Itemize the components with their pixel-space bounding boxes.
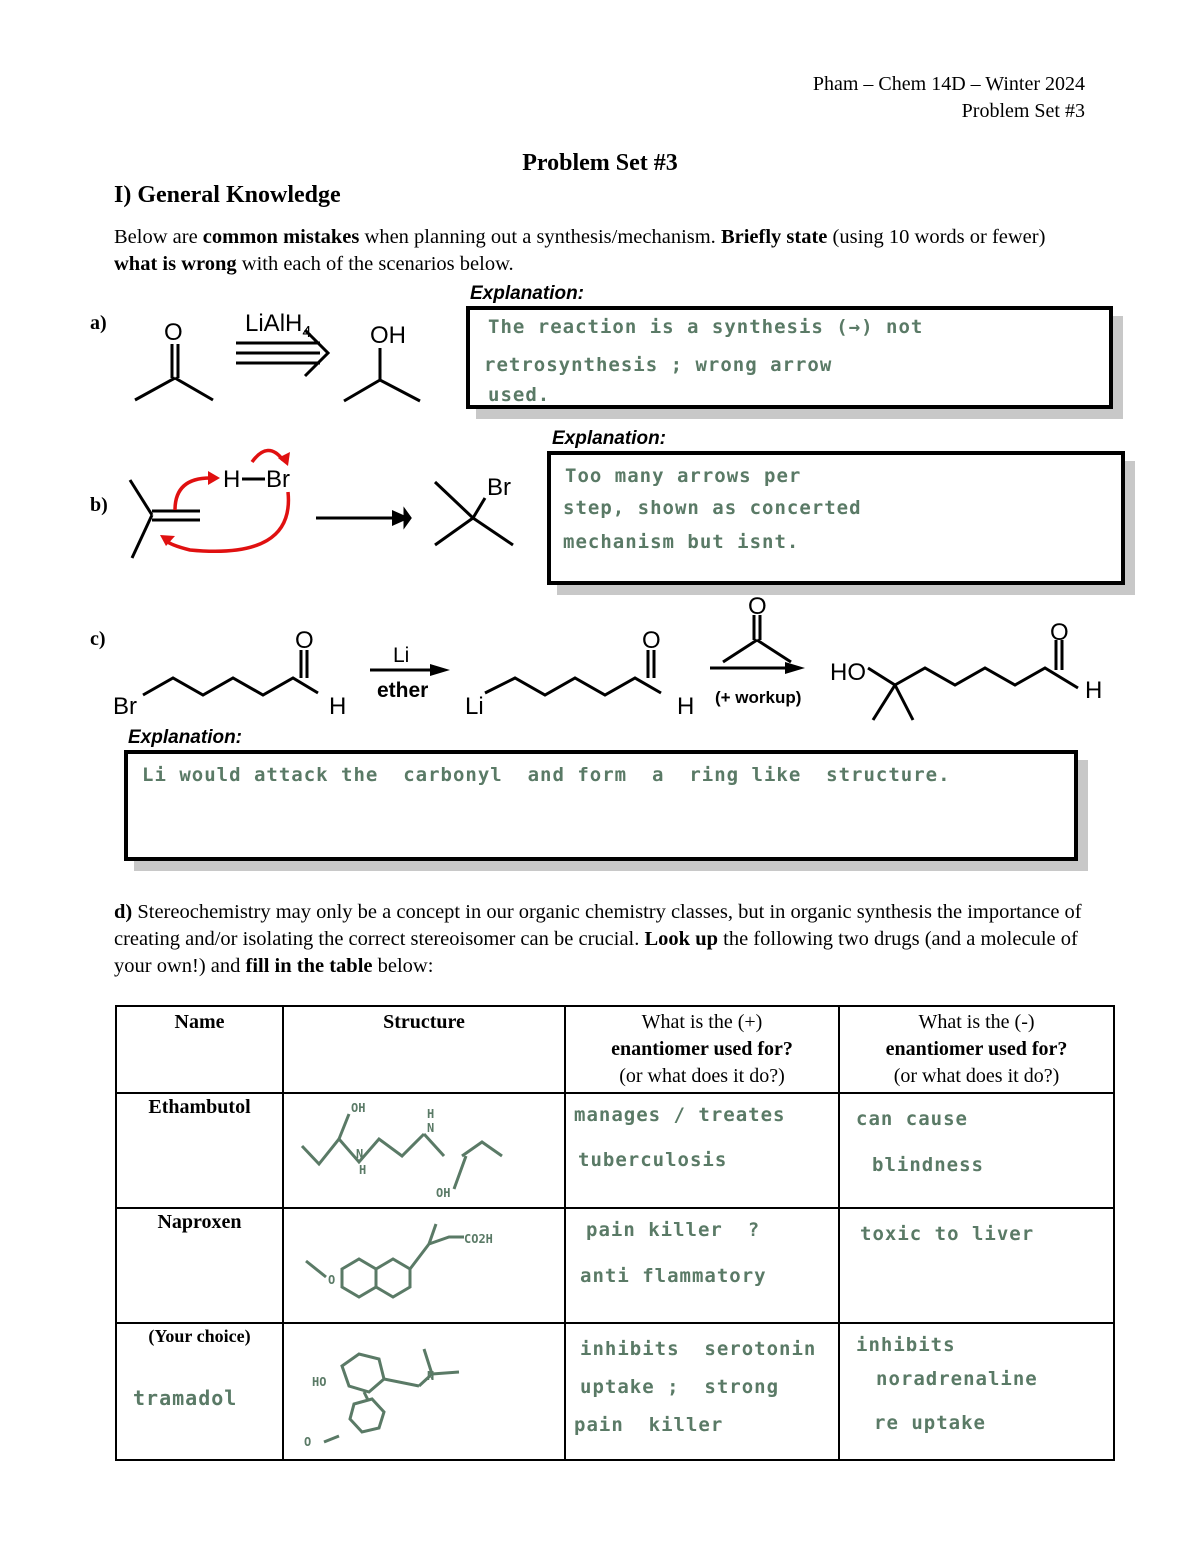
c-li-label: Li bbox=[465, 693, 484, 720]
row-name bbox=[116, 1323, 283, 1460]
answer-a-line3: used. bbox=[488, 384, 551, 406]
reagent-label bbox=[245, 310, 311, 341]
naproxen-structure bbox=[284, 1209, 562, 1317]
reagent-text: LiAlH bbox=[245, 310, 303, 337]
c-br-label: Br bbox=[113, 693, 137, 720]
header-structure-text: Structure bbox=[383, 1011, 465, 1033]
header-plus-line3: (or what does it do?) bbox=[619, 1065, 785, 1087]
reagent-li-label: Li bbox=[393, 644, 410, 667]
part-d-text: Stereochemistry may only be a concept in our organic chemistry classes, but in organic synthesis the importance of creating and/or isolating the correct stereoisomer can be crucial. bbox=[114, 901, 1082, 950]
nh1-label: H bbox=[359, 1163, 367, 1177]
intro-bold: common mistakes bbox=[202, 226, 360, 248]
hydroxyl-label: OH bbox=[370, 322, 406, 349]
answer-a-line1: The reaction is a synthesis (→) not bbox=[488, 316, 924, 338]
reagent-subscript: 4 bbox=[302, 324, 312, 341]
page-title: Problem Set #3 bbox=[522, 150, 678, 176]
c-o1-label: O bbox=[295, 627, 314, 654]
explanation-label-b: Explanation: bbox=[552, 428, 667, 449]
explanation-label-c: Explanation: bbox=[128, 727, 243, 748]
intro-paragraph bbox=[114, 224, 1089, 278]
oh2-label: OH bbox=[436, 1186, 451, 1200]
minus-use-cell[interactable] bbox=[839, 1093, 1114, 1208]
header-structure bbox=[283, 1006, 565, 1093]
plus-use-line2: uptake ; strong bbox=[580, 1376, 780, 1398]
tramadol-structure bbox=[284, 1324, 562, 1454]
plus-use-cell[interactable] bbox=[565, 1208, 839, 1323]
minus-use-cell[interactable] bbox=[839, 1208, 1114, 1323]
header-plus bbox=[565, 1006, 839, 1093]
header-minus-line2: enantiomer used for? bbox=[885, 1038, 1068, 1060]
answer-b-line2: step, shown as concerted bbox=[563, 497, 862, 519]
ethambutol-structure bbox=[284, 1094, 562, 1202]
header-name bbox=[116, 1006, 283, 1093]
header-minus-line3: (or what does it do?) bbox=[893, 1065, 1060, 1087]
header-plus-line1: What is the (+) bbox=[641, 1011, 763, 1033]
n2-label: N bbox=[427, 1121, 435, 1135]
table-row bbox=[116, 1323, 1114, 1460]
enantiomer-table bbox=[115, 1005, 1115, 1461]
hbr-h-label: H bbox=[223, 466, 241, 493]
part-b-scheme bbox=[120, 440, 530, 570]
explanation-box-b[interactable] bbox=[547, 451, 1125, 585]
o-label: O bbox=[328, 1273, 336, 1287]
plus-use-line3: pain killer bbox=[574, 1414, 724, 1436]
part-d-bold: Look up bbox=[644, 928, 719, 950]
c-h1-label: H bbox=[329, 693, 347, 720]
c-h3-label: H bbox=[1085, 677, 1103, 704]
part-c-scheme bbox=[105, 590, 1115, 730]
part-a-label: a) bbox=[90, 312, 107, 334]
intro-text: Below are bbox=[114, 226, 203, 248]
answer-b-line3: mechanism but isnt. bbox=[563, 531, 800, 553]
explanation-box-c[interactable] bbox=[124, 750, 1078, 861]
n-label: N bbox=[427, 1369, 435, 1383]
part-d-bold: fill in the table bbox=[245, 955, 373, 977]
row-name-text: (Your choice) bbox=[148, 1326, 251, 1346]
minus-use-line2: noradrenaline bbox=[876, 1368, 1038, 1390]
part-b-label: b) bbox=[90, 494, 108, 516]
nh2-label: H bbox=[427, 1107, 435, 1121]
plus-use-cell[interactable] bbox=[565, 1093, 839, 1208]
table-row bbox=[116, 1208, 1114, 1323]
workup-label: (+ workup) bbox=[715, 688, 802, 707]
minus-use-line1: inhibits bbox=[856, 1334, 956, 1356]
oh1-label: OH bbox=[351, 1101, 366, 1115]
row-name: Ethambutol bbox=[116, 1093, 283, 1208]
header-plus-line2: enantiomer used for? bbox=[611, 1038, 793, 1060]
part-d-text: below: bbox=[372, 955, 434, 977]
section-heading: I) General Knowledge bbox=[114, 182, 341, 208]
structure-cell[interactable] bbox=[283, 1208, 565, 1323]
minus-use-line1: toxic to liver bbox=[860, 1223, 1035, 1245]
explanation-label-a: Explanation: bbox=[470, 283, 585, 304]
plus-use-line2: anti flammatory bbox=[580, 1265, 767, 1287]
part-c-label: c) bbox=[90, 628, 106, 650]
c-o2-label: O bbox=[642, 627, 661, 654]
minus-use-line3: re uptake bbox=[874, 1412, 986, 1434]
part-d-label: d) bbox=[114, 901, 133, 923]
minus-use-line1: can cause bbox=[856, 1108, 968, 1130]
part-d-text: the following two drugs (and a molecule of your own!) and bbox=[114, 928, 1078, 977]
product-br-label: Br bbox=[487, 474, 511, 501]
plus-use-line1: inhibits serotonin bbox=[580, 1338, 817, 1360]
intro-text: (using 10 words or fewer) bbox=[827, 226, 1046, 248]
plus-use-cell[interactable] bbox=[565, 1323, 839, 1460]
structure-cell[interactable] bbox=[283, 1323, 565, 1460]
answer-c-line1: Li would attack the carbonyl and form a ring like structure. bbox=[142, 764, 951, 786]
cooh-label: CO2H bbox=[464, 1232, 493, 1246]
header-minus-line1: What is the (-) bbox=[918, 1011, 1035, 1033]
minus-use-line2: blindness bbox=[872, 1154, 984, 1176]
part-d-paragraph bbox=[114, 899, 1089, 980]
minus-use-cell[interactable] bbox=[839, 1323, 1114, 1460]
table-header-row bbox=[116, 1006, 1114, 1093]
intro-bold: what is wrong bbox=[114, 253, 237, 275]
course-line: Pham – Chem 14D – Winter 2024 bbox=[812, 73, 1085, 95]
acetone-o-label: O bbox=[748, 593, 767, 620]
c-ho-label: HO bbox=[830, 659, 866, 686]
answer-b-line1: Too many arrows per bbox=[565, 465, 802, 487]
reagent-ether-label: ether bbox=[377, 679, 429, 702]
n1-label: N bbox=[356, 1147, 364, 1161]
o-label: O bbox=[304, 1435, 312, 1449]
plus-use-line1: manages / treates bbox=[574, 1104, 786, 1126]
explanation-box-a[interactable] bbox=[466, 306, 1113, 409]
table-row bbox=[116, 1093, 1114, 1208]
carbonyl-oxygen: O bbox=[164, 319, 183, 346]
ho-label: HO bbox=[312, 1375, 327, 1389]
plus-use-line1: pain killer ? bbox=[586, 1219, 761, 1241]
header-name-text: Name bbox=[174, 1011, 225, 1033]
chosen-molecule: tramadol bbox=[133, 1386, 238, 1410]
c-h2-label: H bbox=[677, 693, 695, 720]
row-name: Naproxen bbox=[116, 1208, 283, 1323]
structure-cell[interactable] bbox=[283, 1093, 565, 1208]
problem-set-line: Problem Set #3 bbox=[961, 100, 1085, 122]
header-minus bbox=[839, 1006, 1114, 1093]
intro-text: with each of the scenarios below. bbox=[236, 253, 514, 275]
c-o3-label: O bbox=[1050, 619, 1069, 646]
intro-bold: Briefly state bbox=[720, 226, 828, 248]
plus-use-line2: tuberculosis bbox=[578, 1149, 728, 1171]
answer-a-line2: retrosynthesis ; wrong arrow bbox=[484, 354, 833, 376]
hbr-br-label: Br bbox=[266, 466, 290, 493]
intro-text: when planning out a synthesis/mechanism. bbox=[359, 226, 721, 248]
part-a-scheme bbox=[120, 300, 440, 410]
course-header bbox=[813, 71, 1085, 125]
